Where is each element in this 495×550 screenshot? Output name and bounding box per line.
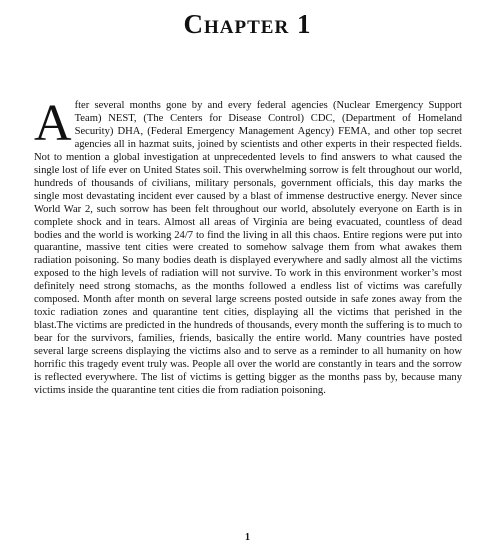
body-text: fter several months gone by and every federal agencies (Nuclear Emergency Support Team) NEST, (The Centers for Disease Control) CDC, (Department of Homeland Security) DHA, (Federal Emergency Management Agency) FEMA, and other top secret agencies all in hazmat suits, joined by scientists and other experts in their respected fields. Not to mention a global investigation at unprecedented levels to find answers to what caused the single lost of life ever on United States soil. This overwhelming sorrow is felt throughout our world, hundreds of thousands of civilians, military personals, government officials, this day marks the single most devastating incident ever caused by a blast of immense destructive energy. Never since World War 2, such sorrow has been felt throughout our world, absolutely everyone on Earth is in complete shock and in tears. Almost all areas of Virginia are being evacuated, countless of dead bodies and the world is working 24/7 to find the living in all this chaos. Entire regions were put into quarantine, massive tent cities were created to somehow salvage them from what awakes them radiation poisoning. So many bodies death is displayed everywhere and sadly almost all the victims exposed to the high levels of radiation will not survive. To work in this environment worker’s most definitely need strong stomachs, as the months followed a endless list of victims was carefully composed. Month after month on several large screens posted outside in safe zones away from the toxic radiation zones and quarantine tent cities, displaying all the victims that perished in the blast.The victims are predicted in the hundreds of thousands, every month the suffering is to much to bear for the survivors, families, friends, basically the entire world. Many countries have posted several large screens displaying the victims also and to serve as a reminder to all humanity on how horrific this tragedy event truly was. People all over the world are constantly in tears and the sorrow is reflected everywhere. The list of victims is getting bigger as the months pass by, because many victims inside the quarantine tent cities die from radiation poisoning.	[34, 100, 462, 396]
body-paragraph	[34, 95, 462, 398]
chapter-title: Chapter 1	[183, 9, 312, 39]
drop-cap: A	[34, 95, 72, 152]
page-number: 1	[245, 532, 250, 543]
